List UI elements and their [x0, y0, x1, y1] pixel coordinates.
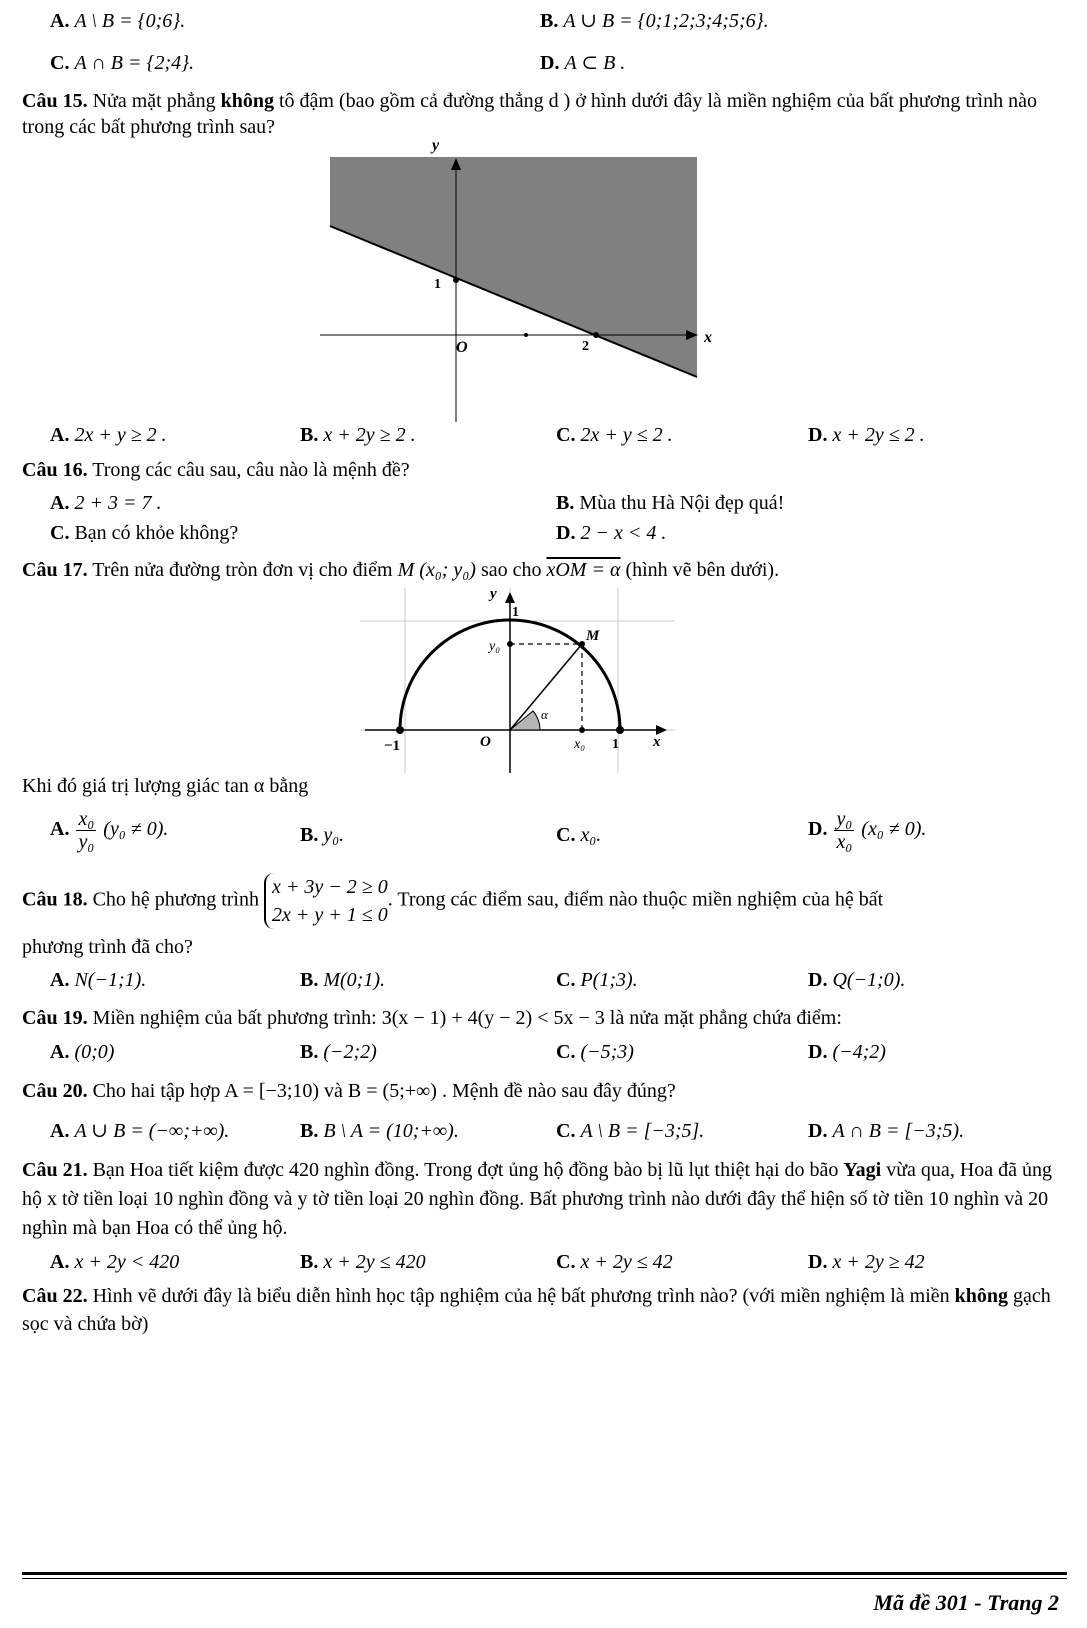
- q19-option-b: B. (−2;2): [300, 1041, 377, 1063]
- q17-figure: [360, 588, 690, 778]
- q21-option-a: A. x + 2y < 420: [50, 1251, 180, 1273]
- q17-option-c: C. x₀.: [556, 824, 602, 846]
- q21-question: Câu 21. Bạn Hoa tiết kiệm được 420 nghìn đồng. Trong đợt ủng hộ đồng bào bị lũ lụt thiệt hại do bão Yagi vừa qua, Hoa đã ủng hộ x tờ tiền loại 10 nghìn đồng và y tờ tiền loại 20 nghìn đồng. Bất phương trình nào dưới đây thể hiện số tờ tiền 10 nghìn và 20 nghìn mà bạn Hoa có thể ủng hộ.: [22, 1159, 1053, 1239]
- q20-option-d: D. A ∩ B = [−3;5).: [808, 1120, 965, 1142]
- q19-option-c: C. (−5;3): [556, 1041, 634, 1063]
- q16-option-d: D. 2 − x < 4 .: [556, 522, 667, 544]
- q15-option-d: D. x + 2y ≤ 2 .: [808, 424, 925, 446]
- x-label: x: [653, 734, 661, 750]
- label-one-right: 1: [612, 737, 619, 752]
- q18-option-a: A. N(−1;1).: [50, 969, 147, 991]
- q22-question: Câu 22. Hình vẽ dưới đây là biểu diễn hình học tập nghiệm của hệ bất phương trình nào? (với miền nghiệm là miền không gạch sọc và chứa bờ): [22, 1285, 1051, 1335]
- q16-option-c: C. Bạn có khỏe không?: [50, 522, 239, 544]
- q20-option-a: A. A ∪ B = (−∞;+∞).: [50, 1120, 230, 1142]
- q16-question: Câu 16. Trong các câu sau, câu nào là mệnh đề?: [22, 459, 410, 481]
- q21-option-c: C. x + 2y ≤ 42: [556, 1251, 673, 1273]
- point-minus1: [396, 726, 404, 734]
- q15-option-c: C. 2x + y ≤ 2 .: [556, 424, 673, 446]
- q20-option-b: B. B \ A = (10;+∞).: [300, 1120, 459, 1142]
- q19-option-a: A. (0;0): [50, 1041, 115, 1063]
- point-y0: [507, 641, 513, 647]
- q14-option-b: B. A ∪ B = {0;1;2;3;4;5;6}.: [540, 10, 769, 32]
- q18-question: Câu 18. Cho hệ phương trình x + 3y − 2 ≥ 0 2x + y + 1 ≤ 0 . Trong các điểm sau, điểm nào thuộc miền nghiệm của hệ bất: [22, 873, 1067, 929]
- point-m: [579, 641, 585, 647]
- tick-label-1: 1: [434, 277, 441, 292]
- label-m: M: [586, 628, 600, 644]
- q17-question: Câu 17. Trên nửa đường tròn đơn vị cho điểm M (x₀; y₀) sao cho xOM = α (hình vẽ bên dưới).: [22, 559, 780, 581]
- angle-alpha: [510, 711, 540, 730]
- label-o: O: [480, 734, 491, 750]
- q18-option-b: B. M(0;1).: [300, 969, 385, 991]
- q19-question: Câu 19. Miền nghiệm của bất phương trình: 3(x − 1) + 4(y − 2) < 5x − 3 là nửa mặt phẳng chứa điểm:: [22, 1007, 842, 1029]
- q14-option-d: D. A ⊂ B .: [540, 52, 626, 74]
- q19-option-d: D. (−4;2): [808, 1041, 886, 1063]
- q17-option-b: B. y₀.: [300, 824, 345, 846]
- footer-rule-thin: [22, 1578, 1067, 1579]
- q17-follow: Khi đó giá trị lượng giác tan α bằng: [22, 775, 309, 797]
- q16-option-a: A. 2 + 3 = 7 .: [50, 492, 162, 514]
- label-y0: y₀: [489, 639, 501, 654]
- tick-x1: [524, 333, 528, 337]
- q20-option-c: C. A \ B = [−3;5].: [556, 1120, 705, 1142]
- point-x0: [579, 727, 585, 733]
- q16-option-b: B. Mùa thu Hà Nội đẹp quá!: [556, 492, 785, 514]
- q15-figure: [320, 140, 720, 425]
- shaded-region: [330, 157, 697, 377]
- point-1: [616, 726, 624, 734]
- origin-label: O: [456, 339, 468, 356]
- q14-option-a: A. A \ B = {0;6}.: [50, 10, 186, 32]
- intercept-y: [453, 277, 459, 283]
- q18-question-line2: phương trình đã cho?: [22, 936, 193, 958]
- y-label: y: [432, 140, 440, 154]
- q18-system: x + 3y − 2 ≥ 0 2x + y + 1 ≤ 0: [264, 873, 388, 929]
- q18-option-c: C. P(1;3).: [556, 969, 638, 991]
- x-label: x: [704, 329, 712, 346]
- y-label: y: [490, 588, 497, 602]
- intercept-x: [593, 332, 599, 338]
- q14-option-c: C. A ∩ B = {2;4}.: [50, 52, 195, 74]
- y-axis-arrow: [505, 592, 515, 603]
- label-alpha: α: [541, 707, 548, 722]
- page-footer: Mã đề 301 - Trang 2: [873, 1590, 1059, 1615]
- label-minus1: −1: [384, 738, 401, 754]
- label-one-top: 1: [512, 605, 519, 620]
- footer-rule-thick: [22, 1572, 1067, 1575]
- q17-option-d: D. $\frac{\text{y₀}}{\text{x₀}}$ (x₀ ≠ 0).: [808, 808, 927, 853]
- label-x0: x₀: [574, 737, 586, 752]
- q20-question: Câu 20. Cho hai tập hợp A = [−3;10) và B = (5;+∞) . Mệnh đề nào sau đây đúng?: [22, 1080, 676, 1102]
- q15-question: Câu 15. Nửa mặt phẳng không tô đậm (bao gồm cả đường thẳng d ) ở hình dưới đây là miền nghiệm của bất phương trình nào trong các bất phương trình sau?: [22, 90, 1037, 138]
- q21-option-d: D. x + 2y ≥ 42: [808, 1251, 925, 1273]
- q15-option-a: A. 2x + y ≥ 2 .: [50, 424, 167, 446]
- tick-label-2: 2: [582, 339, 589, 354]
- q17-option-a: A. $\frac{\text{x₀}}{\text{y₀}}$ (y₀ ≠ 0).: [50, 808, 169, 853]
- q21-option-b: B. x + 2y ≤ 420: [300, 1251, 426, 1273]
- q18-option-d: D. Q(−1;0).: [808, 969, 906, 991]
- q15-option-b: B. x + 2y ≥ 2 .: [300, 424, 416, 446]
